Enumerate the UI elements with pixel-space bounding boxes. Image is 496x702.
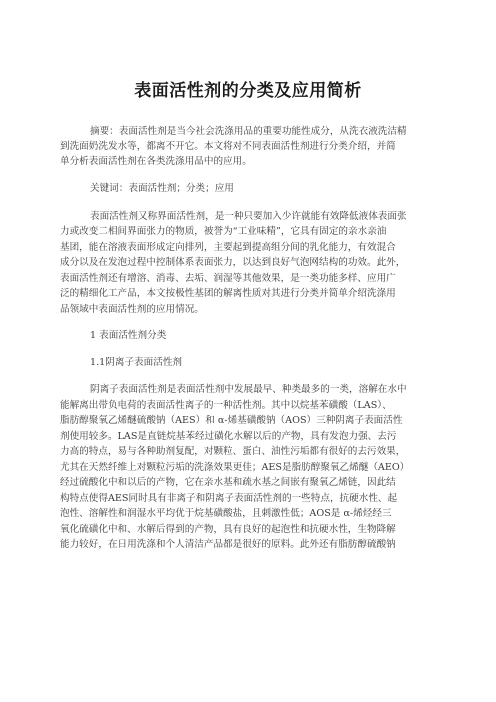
text-line: 氧化硫磺化中和、水解后得到的产物，具有良好的起泡性和抗硬水性，生物降解 <box>60 524 396 535</box>
text-line: 剂使用较多。LAS是直链烷基苯经过磺化水解以后的产物，具有发泡力强、去污 <box>60 431 397 442</box>
text-line: 基团，能在溶液表面形成定向排列，主要起到提高组分间的乳化能力，有效混合 <box>60 242 396 253</box>
text-line: 能力较好，在日用洗涤和个人清洁产品都是很好的原料。此外还有脂肪醇硫酸钠 <box>60 539 396 550</box>
text-line: 关键词：表面活性剂；分类；应用 <box>90 183 234 194</box>
text-line: 尤其在天然纤维上对颗粒污垢的洗涤效果更佳；AES是脂肪醇聚氧乙烯醚（AEO） <box>60 462 410 473</box>
text-line: 构特点使得AES同时具有非离子和阴离子表面活性剂的一些特点，抗硬水性、起 <box>60 493 398 504</box>
text-line: 力或改变二相间界面张力的物质，被誉为“工业味精”，它具有固定的亲水亲油 <box>60 226 387 237</box>
text-line: 阴离子表面活性剂是表面活性剂中发展最早、种类最多的一类，溶解在水中 <box>90 384 407 395</box>
text-line: 单分析表面活性剂在各类洗涤用品中的应用。 <box>60 156 252 167</box>
text-line: 摘要：表面活性剂是当今社会洗涤用品的重要功能性成分，从洗衣液洗洁精 <box>90 126 407 137</box>
text-line: 经过硫酸化中和以后的产物，它在亲水基和疏水基之间嵌有聚氧乙烯链，因此结 <box>60 477 396 488</box>
text-line: 成分以及在发泡过程中控制体系表面张力，以达到良好气泡网结构的功效。此外， <box>60 257 406 268</box>
text-line: 力高的特点，易与各种助剂复配，对颗粒、蛋白、油性污垢都有很好的去污效果， <box>60 446 406 457</box>
text-line: 脂肪醇聚氧乙烯醚硫酸钠（AES）和 α-烯基磺酸钠（AOS）三种阴离子表面活性 <box>60 415 403 426</box>
text-line: 泛的精细化工产品，本文按极性基团的解离性质对其进行分类并简单介绍洗涤用 <box>60 288 396 299</box>
text-line: 泡性、溶解性和润湿水平均优于烷基磺酸盐，且刺激性低；AOS是 α-烯烃经三 <box>60 508 392 519</box>
text-line: 表面活性剂还有增溶、消毒、去垢、润湿等其他效果，是一类功能多样、应用广 <box>60 273 396 284</box>
text-line: 品领域中表面活性剂的应用情况。 <box>60 304 204 315</box>
text-line: 1.1阴离子表面活性剂 <box>90 357 183 368</box>
text-line: 到洗面奶洗发水等，都离不开它。本文将对不同表面活性剂进行分类介绍，并简 <box>60 141 396 152</box>
text-line: 1 表面活性剂分类 <box>90 330 167 341</box>
document-title: 表面活性剂的分类及应用简析 <box>134 81 362 101</box>
text-line: 能解离出带负电荷的表面活性离子的一种活性剂。其中以烷基苯磺酸（LAS）、 <box>60 400 392 411</box>
text-line: 表面活性剂又称界面活性剂，是一种只要加入少许就能有效降低液体表面张 <box>90 211 407 222</box>
